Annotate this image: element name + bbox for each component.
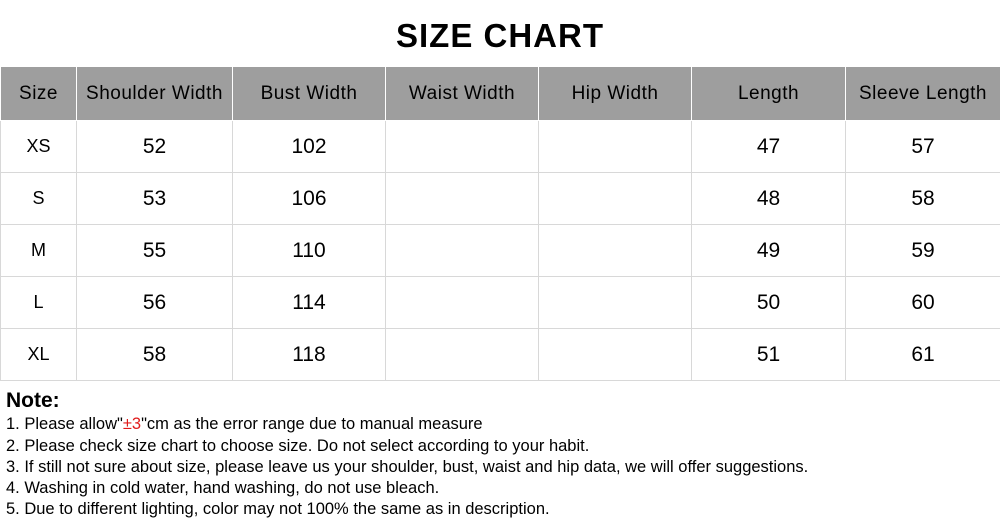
cell-hip (539, 121, 692, 173)
cell-hip (539, 277, 692, 329)
size-chart-table (0, 66, 1000, 381)
cell-size: XS (1, 121, 77, 173)
table-row (1, 173, 1000, 225)
note-1-tolerance: ±3 (122, 415, 142, 434)
cell-length: 50 (692, 277, 846, 329)
column-header-waist-width: Waist Width (386, 67, 539, 121)
cell-length: 47 (692, 121, 846, 173)
cell-shoulder: 52 (77, 121, 233, 173)
cell-size: XL (1, 329, 77, 381)
note-line-2: 2. Please check size chart to choose size. Do not select according to your habit. (6, 436, 590, 455)
cell-shoulder: 53 (77, 173, 233, 225)
table-header-row (1, 67, 1000, 121)
column-header-shoulder-width: Shoulder Width (77, 67, 233, 121)
table-row (1, 277, 1000, 329)
cell-waist (386, 225, 539, 277)
table-row (1, 121, 1000, 173)
cell-shoulder: 56 (77, 277, 233, 329)
cell-hip (539, 173, 692, 225)
cell-bust: 118 (233, 329, 386, 381)
cell-sleeve: 58 (846, 173, 1000, 225)
cell-waist (386, 277, 539, 329)
note-line-4: 4. Washing in cold water, hand washing, do not use bleach. (6, 478, 440, 497)
column-header-bust-width: Bust Width (233, 67, 386, 121)
cell-waist (386, 173, 539, 225)
note-line-5: 5. Due to different lighting, color may not 100% the same as in description. (6, 499, 550, 518)
cell-length: 49 (692, 225, 846, 277)
cell-size: M (1, 225, 77, 277)
cell-bust: 106 (233, 173, 386, 225)
page-title: SIZE CHART (396, 17, 604, 54)
column-header-length: Length (692, 67, 846, 121)
cell-sleeve: 61 (846, 329, 1000, 381)
cell-sleeve: 57 (846, 121, 1000, 173)
column-header-hip-width: Hip Width (539, 67, 692, 121)
cell-sleeve: 59 (846, 225, 1000, 277)
cell-length: 51 (692, 329, 846, 381)
note-1-suffix: "cm as the error range due to manual measure (141, 415, 483, 434)
cell-bust: 110 (233, 225, 386, 277)
cell-bust: 114 (233, 277, 386, 329)
cell-sleeve: 60 (846, 277, 1000, 329)
note-1-prefix: 1. Please allow" (6, 415, 123, 434)
cell-shoulder: 55 (77, 225, 233, 277)
column-header-sleeve-length: Sleeve Length (846, 67, 1000, 121)
cell-shoulder: 58 (77, 329, 233, 381)
cell-size: L (1, 277, 77, 329)
table-row (1, 225, 1000, 277)
cell-waist (386, 329, 539, 381)
cell-size: S (1, 173, 77, 225)
note-line-3: 3. If still not sure about size, please leave us your shoulder, bust, waist and hip data, we will offer suggestions. (6, 457, 809, 476)
notes-section (0, 381, 1000, 520)
note-line-1 (6, 414, 996, 435)
cell-waist (386, 121, 539, 173)
table-row (1, 329, 1000, 381)
cell-length: 48 (692, 173, 846, 225)
cell-hip (539, 329, 692, 381)
notes-heading: Note: (6, 389, 60, 413)
column-header-size: Size (1, 67, 77, 121)
cell-hip (539, 225, 692, 277)
cell-bust: 102 (233, 121, 386, 173)
